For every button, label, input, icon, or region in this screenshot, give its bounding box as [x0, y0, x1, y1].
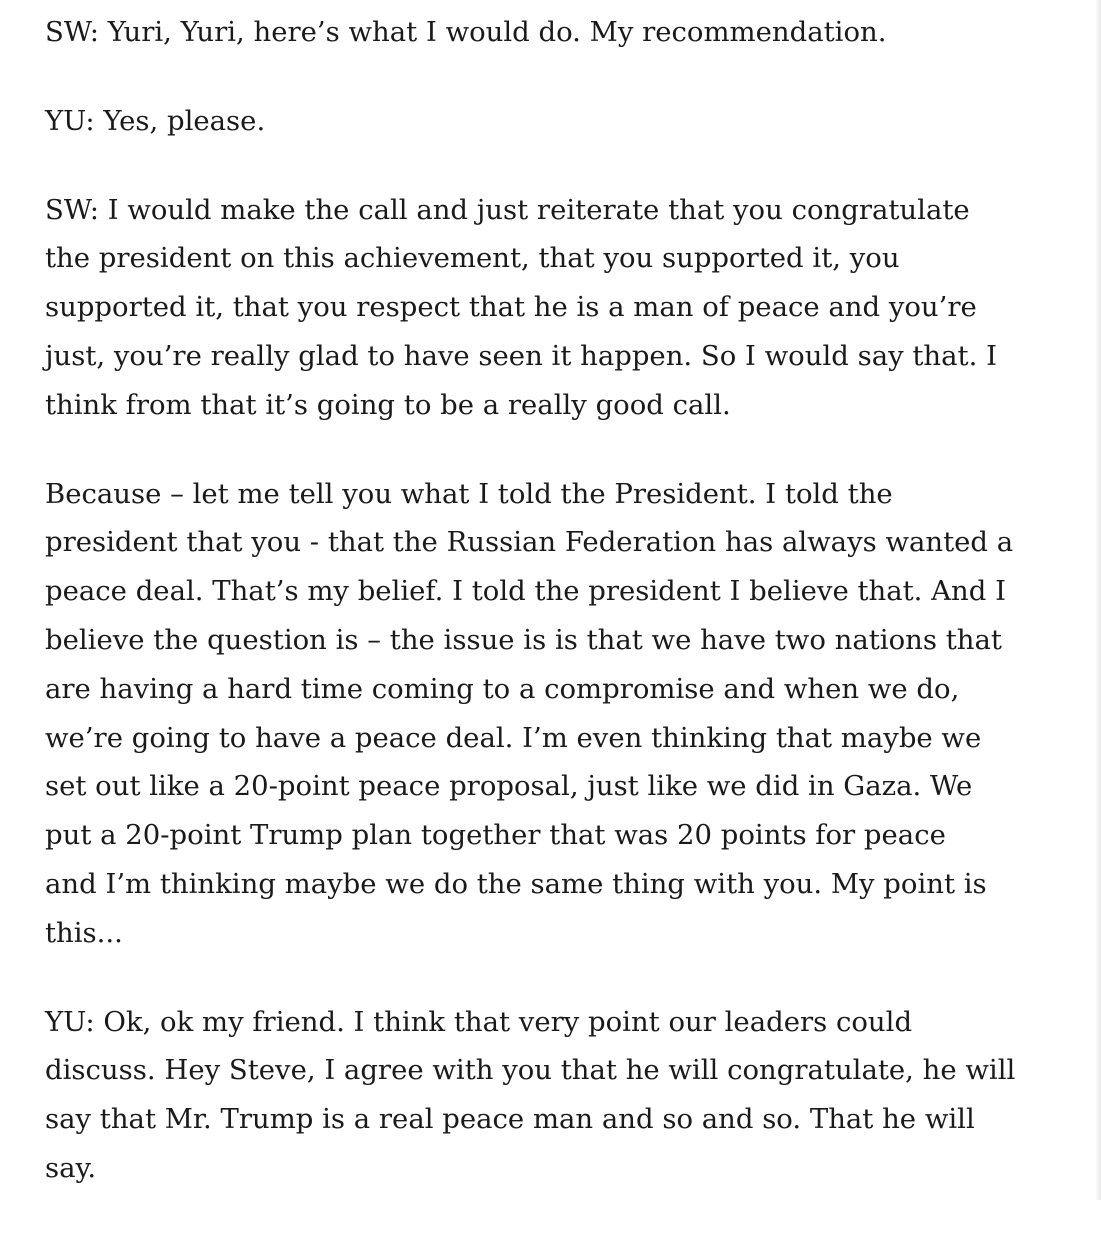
text-line: put a 20-point Trump plan together that was 20 points for peace [45, 819, 946, 852]
text-line: are having a hard time coming to a compromise and when we do, [45, 672, 960, 705]
paragraph-yu-response [45, 998, 1095, 1193]
text-line: say. [45, 1151, 97, 1184]
paragraph-because [45, 470, 1095, 958]
text-line: think from that it’s going to be a really good call. [45, 388, 731, 421]
paragraph-yu-yes [45, 97, 1095, 146]
paragraph-sw-call [45, 186, 1095, 430]
text-line: and I’m thinking maybe we do the same thing with you. My point is [45, 867, 987, 900]
text-line: president that you - that the Russian Federation has always wanted a [45, 526, 1014, 559]
text-line: say that Mr. Trump is a real peace man and so and so. That he will [45, 1103, 975, 1136]
text-line: supported it, that you respect that he is a man of peace and you’re [45, 291, 977, 324]
text-line: YU: Yes, please. [45, 104, 266, 137]
text-line: discuss. Hey Steve, I agree with you that he will congratulate, he will [45, 1054, 1016, 1087]
text-line: this... [45, 916, 123, 949]
text-line: Because – let me tell you what I told the President. I told the [45, 477, 893, 510]
text-line: the president on this achievement, that you supported it, you [45, 242, 900, 275]
transcript-body [45, 8, 1095, 1233]
text-line: peace deal. That’s my belief. I told the president I believe that. And I [45, 575, 1006, 608]
text-line: SW: I would make the call and just reiterate that you congratulate [45, 193, 970, 226]
text-line: set out like a 20-point peace proposal, just like we did in Gaza. We [45, 770, 973, 803]
text-line: believe the question is – the issue is is that we have two nations that [45, 623, 1002, 656]
paragraph-sw-recommendation [45, 8, 1095, 57]
text-line: YU: Ok, ok my friend. I think that very point our leaders could [45, 1005, 913, 1038]
text-line: just, you’re really glad to have seen it happen. So I would say that. I [45, 339, 997, 372]
text-line: we’re going to have a peace deal. I’m even thinking that maybe we [45, 721, 982, 754]
page-edge-shadow [1095, 0, 1101, 1200]
text-line: SW: Yuri, Yuri, here’s what I would do. My recommendation. [45, 16, 887, 48]
